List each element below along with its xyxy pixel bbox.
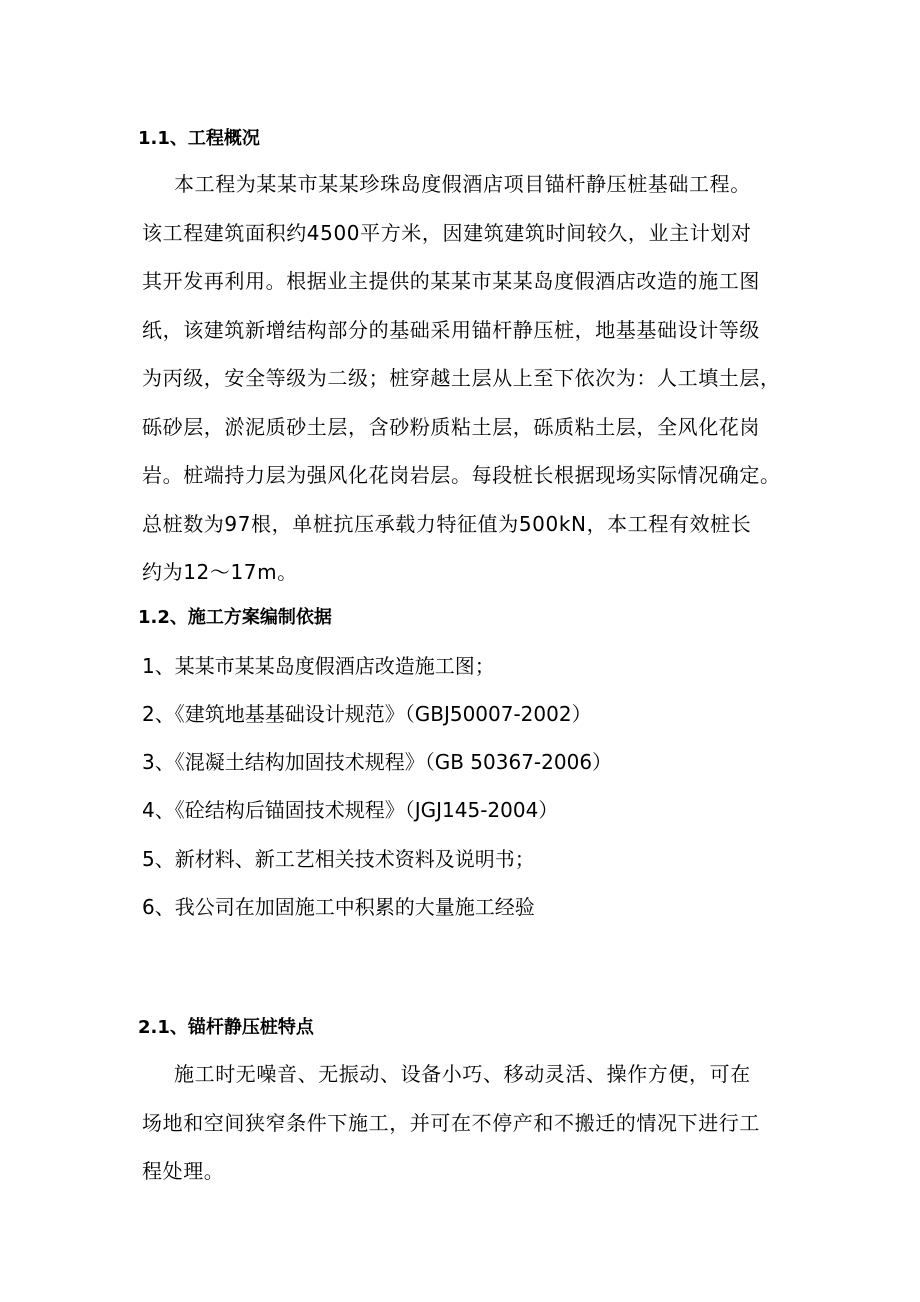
pile-features-paragraph (142, 1050, 787, 1196)
paragraph-line: 砾砂层，淤泥质砂土层，含砂粉质粘土层，砾质粘土层，全风化花岗 (142, 414, 760, 439)
paragraph-line: 程处理。 (142, 1159, 225, 1183)
paragraph-line: 为丙级，安全等级为二级；桩穿越土层从上至下依次为：人工填土层， (142, 366, 781, 390)
paragraph-line: 施工时无噪音、无振动、设备小巧、移动灵活、操作方便，可在 (174, 1062, 751, 1086)
basis-list-item: 2、《建筑地基基础设计规范》（GBJ50007-2002） (142, 702, 592, 726)
basis-list-item: 6、我公司在加固施工中积累的大量施工经验 (142, 895, 535, 919)
paragraph-line: 总桩数为97根，单桩抗压承载力特征值为500kN，本工程有效桩长 (142, 511, 752, 536)
paragraph-line: 本工程为某某市某某珍珠岛度假酒店项目锚杆静压桩基础工程。 (174, 172, 751, 196)
section-heading-1-2: 1.2、施工方案编制依据 (138, 607, 332, 628)
basis-list-item: 5、新材料、新工艺相关技术资料及说明书； (142, 847, 535, 871)
section-heading-1-1: 1.1、工程概况 (138, 128, 260, 149)
basis-list-item: 4、《砼结构后锚固技术规程》（JGJ145-2004） (142, 798, 559, 822)
basis-list-item: 1、某某市某某岛度假酒店改造施工图； (142, 654, 495, 678)
paragraph-line: 场地和空间狭窄条件下施工，并可在不停产和不搬迁的情况下进行工 (142, 1110, 760, 1135)
project-overview-paragraph (142, 160, 787, 597)
section-heading-2-1: 2.1、锚杆静压桩特点 (138, 1017, 314, 1038)
paragraph-line: 岩。桩端持力层为强风化花岗岩层。每段桩长根据现场实际情况确定。 (142, 463, 781, 487)
paragraph-line: 纸，该建筑新增结构部分的基础采用锚杆静压桩，地基基础设计等级 (142, 317, 760, 342)
paragraph-line: 该工程建筑面积约4500平方米，因建筑建筑时间较久，业主计划对 (142, 220, 752, 245)
paragraph-line: 约为12～17m。 (142, 560, 298, 584)
basis-list-item: 3、《混凝土结构加固技术规程》（GB 50367-2006） (142, 750, 613, 774)
paragraph-line: 其开发再利用。根据业主提供的某某市某某岛度假酒店改造的施工图 (142, 269, 760, 293)
